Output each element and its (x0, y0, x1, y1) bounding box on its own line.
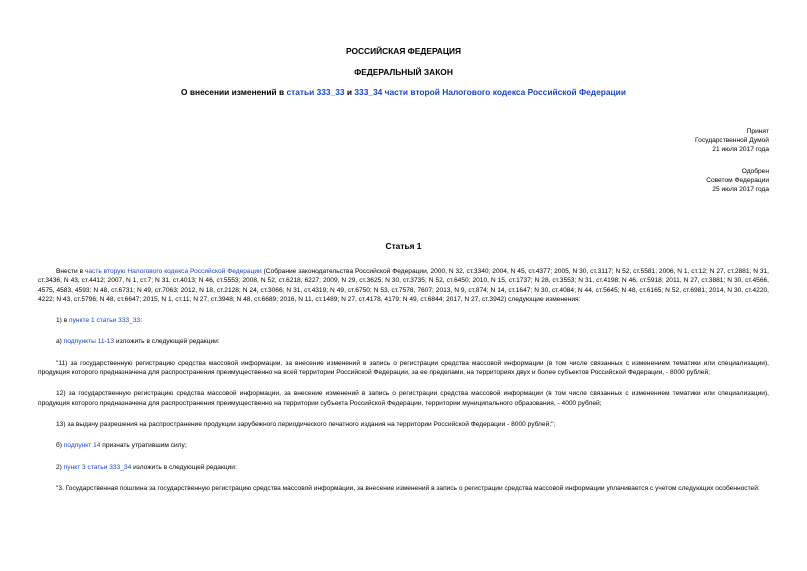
title-link-333-34[interactable]: 333_34 части второй Налогового кодекса Российской Федерации (354, 87, 626, 97)
article-title: Статья 1 (385, 241, 422, 251)
paragraph-subpoint-12: 12) за государственную регистрацию средства массовой информации, за внесение изменений в запись о регистрации средства массовой информации (в том числе связанных с изменением тематики или специализации), продукция которого предназначена для распространения преимущественно на территории субъекта Российской Федерации, территории муниципального образования, - 4000 рублей; (38, 390, 769, 407)
paragraph-point-3: "3. Государственная пошлина за государственную регистрацию средства массовой информации, за внесение изменений в запись о регистрации средства массовой информации уплачивается с учетом следующих особенностей: (56, 484, 760, 492)
paragraph-text: Внести в (56, 268, 85, 275)
adopted-body: Государственной Думой (695, 137, 769, 144)
link-tax-code-part-two[interactable]: часть вторую Налогового кодекса Российской Федерации (84, 268, 262, 275)
paragraph-text: изложить в следующей редакции: (131, 463, 237, 471)
paragraph-intro (38, 267, 769, 304)
link-article-333-33-point-1[interactable]: пункте 1 статьи 333_33 (69, 317, 141, 325)
approved-date: 25 июля 2017 года (712, 186, 769, 193)
approved-label: Одобрен (741, 168, 769, 175)
paragraph-item-a (38, 337, 769, 346)
paragraph-text: а) (56, 338, 64, 346)
paragraph-subpoint-13: 13) за выдачу разрешения на распространение продукции зарубежного периодического печатного издания на территории Российской Федерации - 8000 рублей;"; (56, 420, 556, 428)
title-link-333-33[interactable]: статьи 333_33 (286, 87, 345, 97)
document-title-type: ФЕДЕРАЛЬНЫЙ ЗАКОН (354, 67, 453, 77)
link-subpoint-14[interactable]: подпункт 14 (63, 442, 101, 450)
article-body (38, 267, 769, 505)
adopted-label: Принят (746, 128, 769, 135)
approved-body: Советом Федерации (706, 177, 769, 184)
paragraph-subpoint-11: "11) за государственную регистрацию средства массовой информации, за внесение изменений в запись о регистрации средства массовой информации (в том числе связанных с изменением тематики или специализации), продукция которого предназначена для распространения преимущественно на всей территории Российской Федерации, за ее пределами, на территориях двух и более субъектов Российской Федерации, - 8000 рублей; (38, 359, 769, 377)
paragraph-text: изложить в следующей редакции: (114, 338, 220, 346)
adopted-date: 21 июля 2017 года (712, 146, 769, 153)
title-text-mid: и (344, 87, 355, 97)
paragraph-text: - (104, 338, 107, 346)
paragraph-text: (Собрание законодательства Российской Федерации, 2000, N 32, ст.3340; 2004, N 45, ст.4377; 2005, N 30, ст.3117; N 52, ст.5581; 2006, N 1, ст.12; N 27, ст.2881; N 31, ст.3436; N 43, ст.4412; 2007, N 1, ст.7; N 31, ст.4013; N 46, ст.5553; 2008, N 52, ст.6218, 6227; 2009, N 29, ст.3625; N 30, ст.3735; N 52, ст.6450; 2010, N 15, ст.1737; N 28, ст.3553; N 31, ст.4198; N 46, ст.5918; 2011, N 27, ст.3881; N 30, ст.4566, 4575, 4583, 4593; N 48, ст.6731; N 49, ст.7063; 2012, N 18, ст.2128; N 24, ст.3066; N 31, ст.4319; N 49, ст.6750; N 53, ст.7578, 7607; 2013, N 9, ст.874; N 14, ст.1647; N 30, ст.4084; N 44, ст.5645; N 48, ст.6165; N 52, ст.6981; 2014, N 30, ст.4220, 4222; N 43, ст.5796; N 48, ст.6647; 2015, N 1, ст.11; N 27, ст.3948; N 48, ст.6689; 2016, N 11, ст.1489; N 27, ст.4178, 4179; N 49, ст.6844; 2017, N 27, ст.3942) следующие изменения: (38, 268, 769, 303)
link-article-333-34-point-3[interactable]: пункт 3 статьи 333_34 (63, 463, 132, 471)
paragraph-text: 2) (56, 463, 64, 471)
paragraph-item-2 (38, 463, 769, 472)
adopted-block (695, 127, 769, 154)
paragraph-text: : (140, 317, 143, 325)
paragraph-item-b (38, 441, 769, 450)
document-title-country: РОССИЙСКАЯ ФЕДЕРАЦИЯ (345, 46, 462, 56)
title-text-pre: О внесении изменений в (181, 87, 287, 97)
paragraph-text: 1) в (56, 317, 70, 325)
document-title (0, 87, 807, 97)
link-subpoint-13[interactable]: 13 (106, 338, 115, 346)
paragraph-text: б) (56, 442, 64, 450)
link-subpoint-11[interactable]: подпункты 11 (63, 338, 105, 346)
paragraph-text: признать утратившим силу; (100, 442, 187, 450)
paragraph-item-1 (38, 316, 769, 325)
approved-block (706, 167, 769, 194)
